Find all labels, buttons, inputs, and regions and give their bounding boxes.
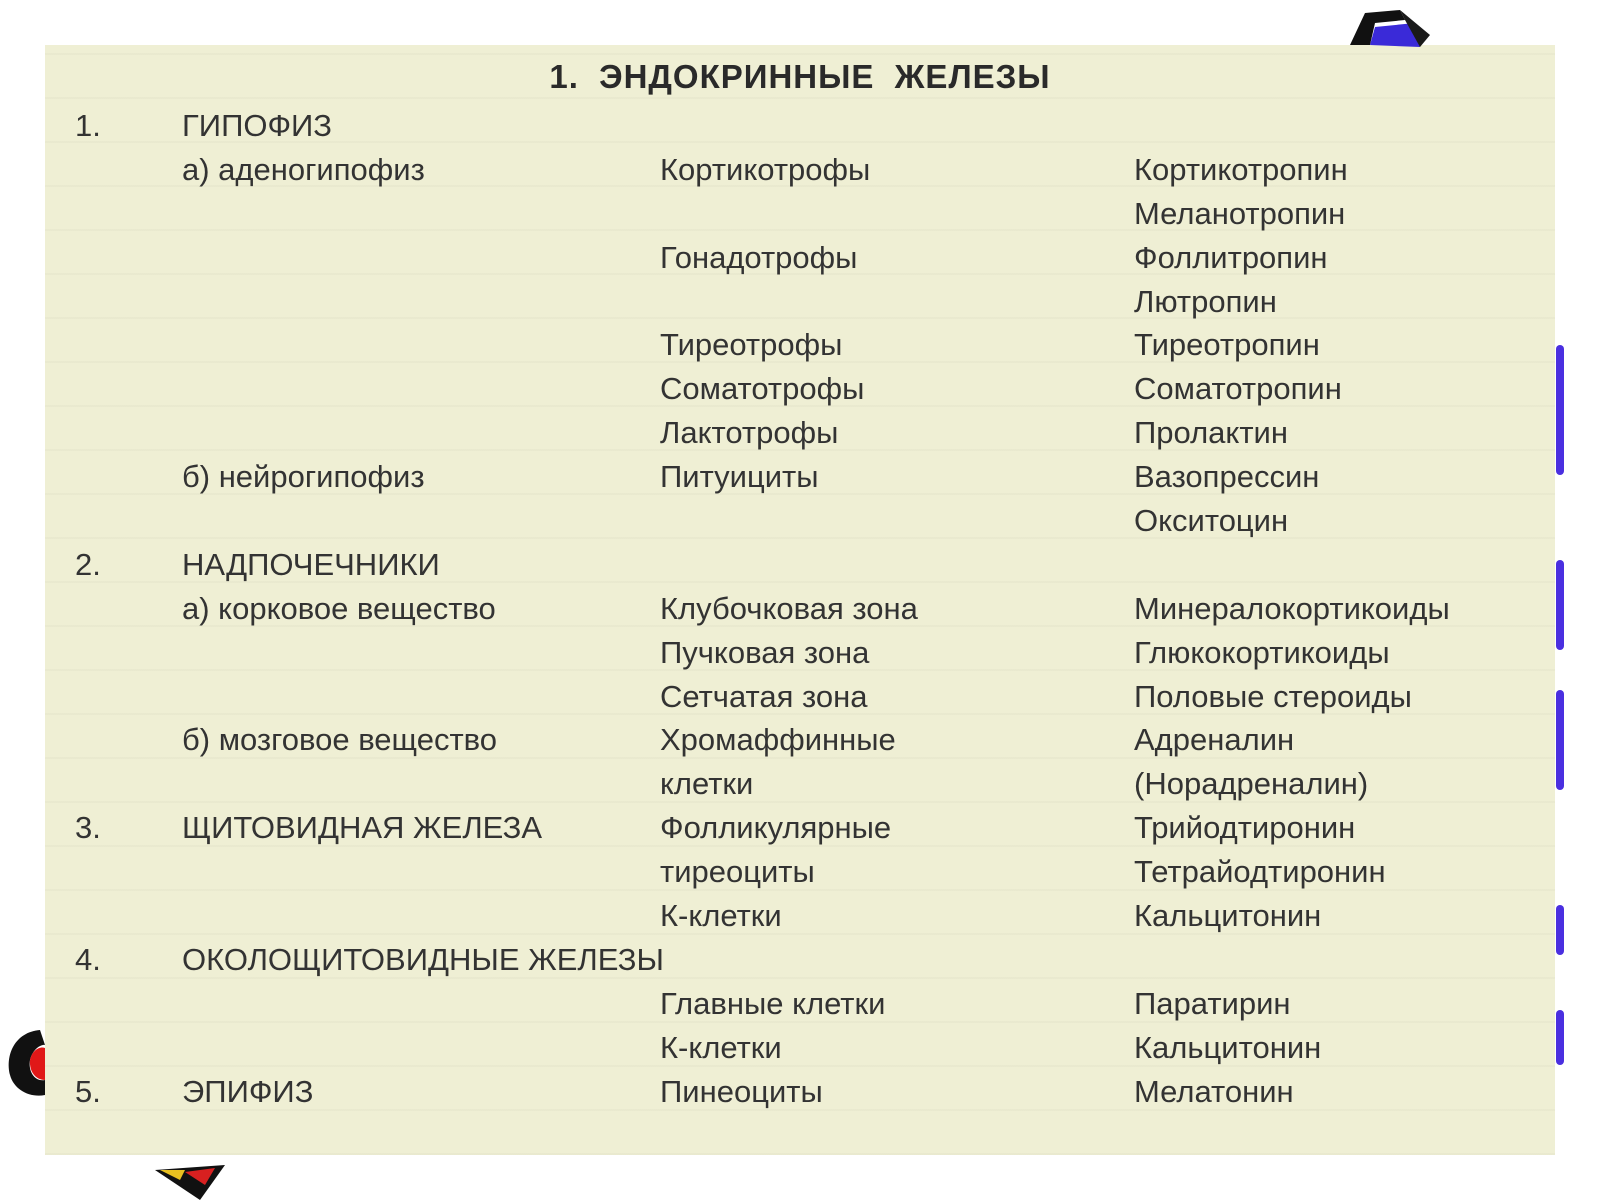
organ-label: ГИПОФИЗ <box>182 108 333 143</box>
cell-type-label: К-клетки <box>660 1029 782 1065</box>
hormone-label: Паратирин <box>1134 985 1291 1021</box>
hormone-label: Минералокортикоиды <box>1134 590 1450 626</box>
hormone-label: Лютропин <box>1134 283 1277 319</box>
organ-label: б) мозговое вещество <box>182 722 498 758</box>
hormone-label: Пролактин <box>1134 415 1288 451</box>
organ-label: НАДПОЧЕЧНИКИ <box>182 546 440 582</box>
table-row <box>0 850 1600 894</box>
table-row <box>0 367 1600 411</box>
hormone-label: Тетрайодтиронин <box>1134 854 1386 890</box>
table-row <box>0 718 1600 762</box>
hormone-label: Фоллитропин <box>1134 239 1328 275</box>
hormone-label: Трийодтиронин <box>1134 810 1356 846</box>
hormone-label: Тиреотропин <box>1134 327 1320 363</box>
table-row <box>0 499 1600 543</box>
table-row <box>0 323 1600 367</box>
cell-type-label: Пинеоциты <box>660 1073 823 1109</box>
table-row <box>0 104 1600 148</box>
hormone-label: Половые стероиды <box>1134 678 1412 714</box>
organ-label: ЩИТОВИДНАЯ ЖЕЛЕЗА <box>182 810 543 846</box>
table-row <box>0 543 1600 587</box>
hormone-label: Соматотропин <box>1134 371 1342 407</box>
row-number: 1. <box>75 108 101 143</box>
hormone-label: Глюкокортикоиды <box>1134 634 1390 670</box>
cell-type-label: Кортикотрофы <box>660 151 871 187</box>
hormone-label: Вазопрессин <box>1134 459 1320 495</box>
cell-type-label: Фолликулярные <box>660 810 892 846</box>
cell-type-label: Хромаффинные <box>660 722 896 758</box>
cell-type-label: Тиреотрофы <box>660 327 843 363</box>
table-row <box>0 455 1600 499</box>
cell-type-label: тиреоциты <box>660 854 815 890</box>
row-number: 4. <box>75 941 101 977</box>
organ-label: ОКОЛОЩИТОВИДНЫЕ ЖЕЛЕЗЫ <box>182 941 664 977</box>
table-row <box>0 587 1600 631</box>
row-number: 3. <box>75 810 101 846</box>
row-number: 2. <box>75 546 101 582</box>
table-row <box>0 938 1600 982</box>
hormone-label: Окситоцин <box>1134 503 1289 539</box>
cell-type-label: Лактотрофы <box>660 415 839 451</box>
table-row <box>0 280 1600 324</box>
table-row <box>0 192 1600 236</box>
row-number: 5. <box>75 1073 101 1109</box>
cell-type-label: К-клетки <box>660 898 782 934</box>
table-row <box>0 148 1600 192</box>
hormone-label: Кальцитонин <box>1134 1029 1322 1065</box>
page-title: 1. ЭНДОКРИННЫЕ ЖЕЛЕЗЫ <box>549 58 1051 95</box>
cell-type-label: Клубочковая зона <box>660 590 918 626</box>
cell-type-label: Пучковая зона <box>660 634 870 670</box>
table-row <box>0 1070 1600 1114</box>
organ-label: а) аденогипофиз <box>182 151 425 187</box>
table-row <box>0 1026 1600 1070</box>
table-row <box>0 762 1600 806</box>
organ-label: а) корковое вещество <box>182 590 496 626</box>
decorative-corner-top-right <box>1345 5 1435 50</box>
hormone-label: Меланотропин <box>1134 195 1346 231</box>
hormone-label: (Норадреналин) <box>1134 766 1369 802</box>
organ-label: б) нейрогипофиз <box>182 459 425 495</box>
cell-type-label: Сетчатая зона <box>660 678 868 714</box>
table-row <box>0 806 1600 850</box>
table-row <box>0 982 1600 1026</box>
cell-type-label: Соматотрофы <box>660 371 865 407</box>
hormone-label: Кальцитонин <box>1134 898 1322 934</box>
organ-label: ЭПИФИЗ <box>182 1073 314 1109</box>
cell-type-label: Гонадотрофы <box>660 239 858 275</box>
table-row <box>0 894 1600 938</box>
cell-type-label: клетки <box>660 766 754 802</box>
table-row <box>0 411 1600 455</box>
hormone-label: Адреналин <box>1134 722 1295 758</box>
hormone-label: Мелатонин <box>1134 1073 1294 1109</box>
gland-table <box>0 104 1600 1113</box>
table-row <box>0 631 1600 675</box>
table-row <box>0 675 1600 719</box>
cell-type-label: Главные клетки <box>660 985 886 1021</box>
hormone-label: Кортикотропин <box>1134 151 1348 187</box>
cell-type-label: Питуициты <box>660 459 819 495</box>
table-row <box>0 236 1600 280</box>
